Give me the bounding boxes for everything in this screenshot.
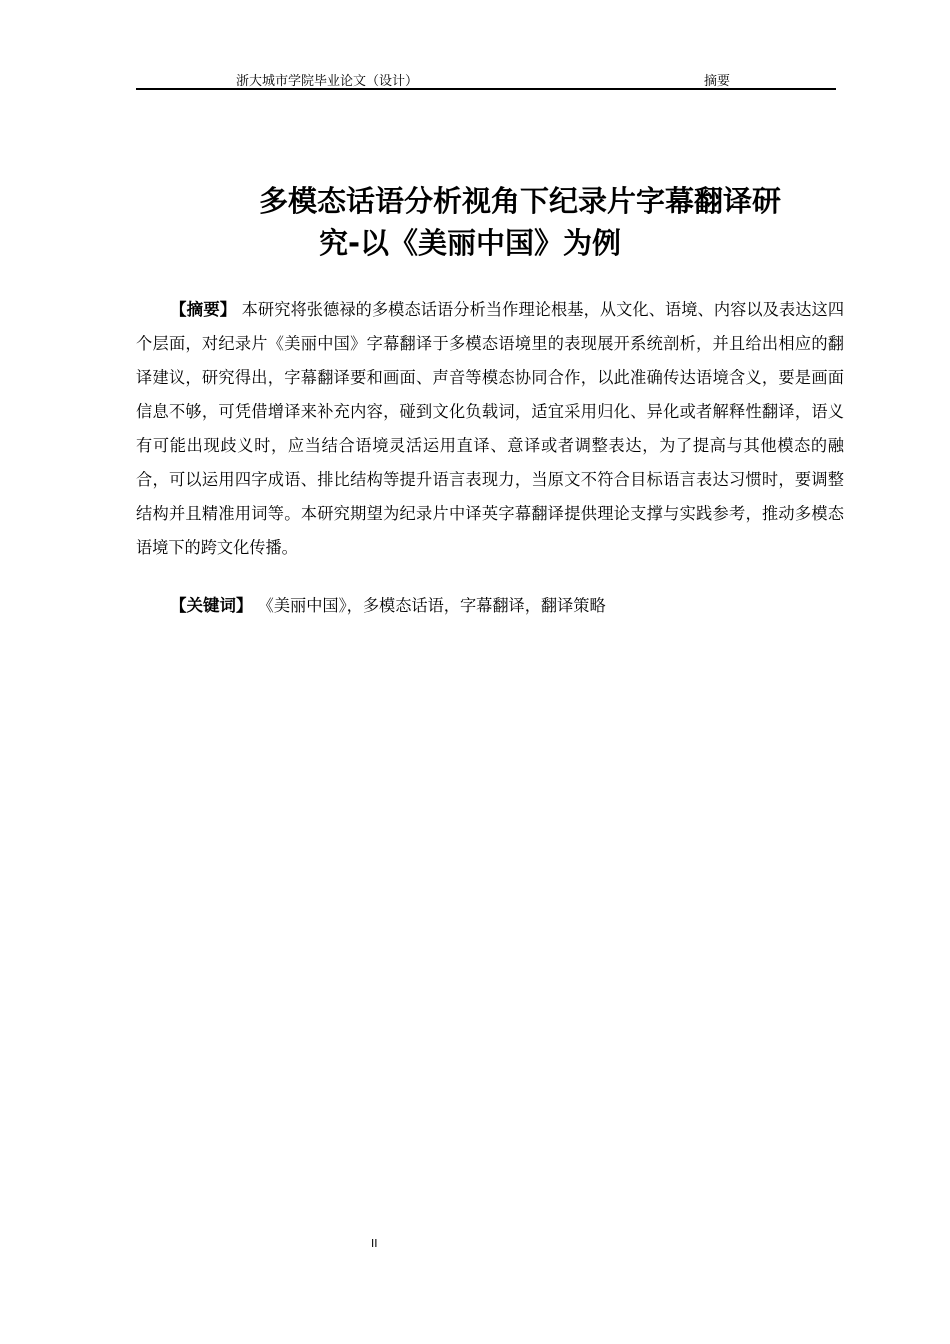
abstract-paragraph (136, 293, 844, 565)
header-thesis-title: 浙大城市学院毕业论文（设计） (236, 74, 419, 89)
paper-title-line-1: 多模态话语分析视角下纪录片字幕翻译研 (258, 184, 781, 218)
page-number: II (371, 1237, 378, 1250)
paper-title-line-2: 究-以《美丽中国》为例 (318, 226, 622, 260)
keywords-label: 【关键词】 (170, 596, 253, 615)
abstract-text: 本研究将张德禄的多模态话语分析当作理论根基，从文化、语境、内容以及表达这四个层面，对纪录片《美丽中国》字幕翻译于多模态语境里的表现展开系统剖析，并且给出相应的翻译建议，研究得出，字幕翻译要和画面、声音等模态协同合作，以此准确传达语境含义，要是画面信息不够，可凭借增译来补充内容，碰到文化负载词，适宜采用归化、异化或者解释性翻译，语义有可能出现歧义时，应当结合语境灵活运用直译、意译或者调整表达，为了提高与其他模态的融合，可以运用四字成语、排比结构等提升语言表现力，当原文不符合目标语言表达习惯时，要调整结构并且精准用词等。本研究期望为纪录片中译英字幕翻译提供理论支撑与实践参考，推动多模态语境下的跨文化传播。 (136, 300, 845, 557)
paper-title (150, 180, 890, 264)
page-header (136, 68, 836, 90)
keywords-text: 《美丽中国》，多模态话语，字幕翻译，翻译策略 (257, 596, 606, 615)
abstract-label: 【摘要】 (170, 300, 237, 319)
header-section-name: 摘要 (704, 74, 731, 89)
keywords-paragraph (136, 589, 844, 623)
